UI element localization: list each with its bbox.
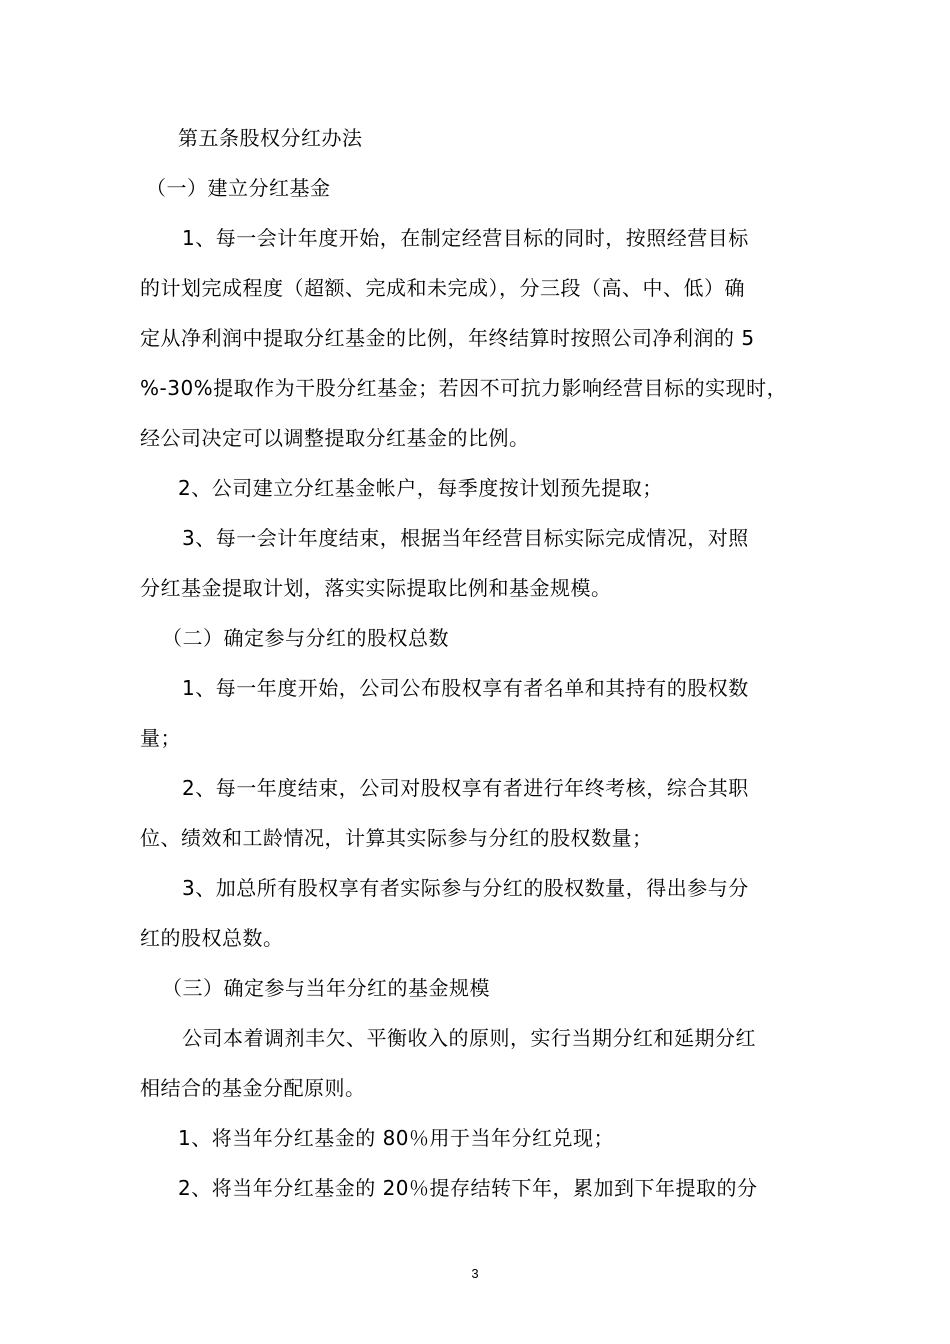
paragraph-line: 1、每一年度开始，公司公布股权享有者名单和其持有的股权数 <box>182 676 749 700</box>
page-number: 3 <box>471 1266 479 1281</box>
article-heading: 第五条股权分红办法 <box>178 126 363 150</box>
paragraph-line: 3、加总所有股权享有者实际参与分红的股权数量，得出参与分 <box>182 876 749 900</box>
paragraph-line: 的计划完成程度（超额、完成和未完成），分三段（高、中、低）确 <box>140 276 745 300</box>
paragraph-line: 位、绩效和工龄情况，计算其实际参与分红的股权数量； <box>140 826 653 850</box>
section-heading-1: （一）建立分红基金 <box>146 176 331 200</box>
paragraph-line: 相结合的基金分配原则。 <box>140 1076 366 1100</box>
paragraph-line: 经公司决定可以调整提取分红基金的比例。 <box>140 426 530 450</box>
paragraph-line: 量； <box>140 726 181 750</box>
paragraph-line: 定从净利润中提取分红基金的比例，年终结算时按照公司净利润的 5 <box>140 326 755 350</box>
paragraph-line: 公司本着调剂丰欠、平衡收入的原则，实行当期分红和延期分红 <box>182 1026 756 1050</box>
paragraph-line: 1、每一会计年度开始，在制定经营目标的同时，按照经营目标 <box>182 226 749 250</box>
paragraph-line: 分红基金提取计划，落实实际提取比例和基金规模。 <box>140 576 612 600</box>
section-heading-2: （二）确定参与分红的股权总数 <box>162 626 449 650</box>
paragraph-line: 2、每一年度结束，公司对股权享有者进行年终考核，综合其职 <box>182 776 749 800</box>
section-heading-3: （三）确定参与当年分红的基金规模 <box>162 976 490 1000</box>
paragraph-line: 3、每一会计年度结束，根据当年经营目标实际完成情况，对照 <box>182 526 749 550</box>
paragraph-line: 2、公司建立分红基金帐户，每季度按计划预先提取； <box>178 476 663 500</box>
paragraph-line: %-30%提取作为干股分红基金；若因不可抗力影响经营目标的实现时， <box>140 376 788 400</box>
paragraph-line: 1、将当年分红基金的 80％用于当年分红兑现； <box>178 1126 615 1150</box>
paragraph-line: 红的股权总数。 <box>140 926 284 950</box>
paragraph-line: 2、将当年分红基金的 20％提存结转下年，累加到下年提取的分 <box>178 1176 758 1200</box>
